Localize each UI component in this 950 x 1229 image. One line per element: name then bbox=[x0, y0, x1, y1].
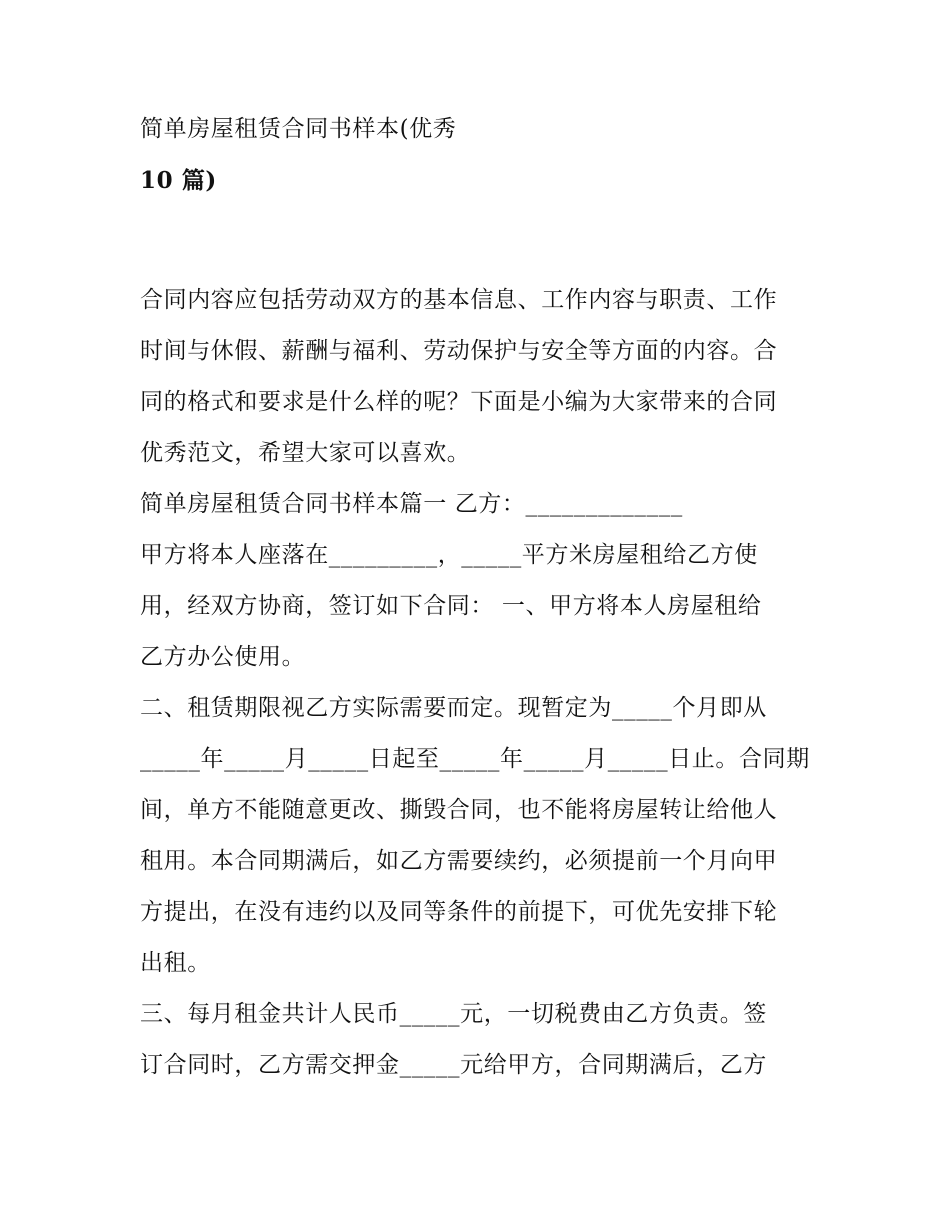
body-line: 二、租赁期限视乙方实际需要而定。现暂定为_____个月即从 bbox=[140, 695, 767, 721]
title-line-1: 简单房屋租赁合同书样本(优秀 bbox=[140, 116, 457, 142]
body-line: 方提出，在没有违约以及同等条件的前提下，可优先安排下轮 bbox=[140, 899, 778, 925]
body-line: 用，经双方协商，签订如下合同： 一、甲方将本人房屋租给 bbox=[140, 593, 762, 619]
title-line-2: 10 篇) bbox=[140, 167, 217, 194]
body-line: 乙方办公使用。 bbox=[140, 644, 306, 670]
body-line: 间，单方不能随意更改、撕毁合同，也不能将房屋转让给他人 bbox=[140, 797, 778, 823]
body-line: 租用。本合同期满后，如乙方需要续约，必须提前一个月向甲 bbox=[140, 848, 778, 874]
document-title bbox=[140, 112, 830, 214]
body-line: 时间与休假、薪酬与福利、劳动保护与安全等方面的内容。合 bbox=[140, 338, 778, 364]
document-body bbox=[140, 283, 820, 1099]
body-line: 合同内容应包括劳动双方的基本信息、工作内容与职责、工作 bbox=[140, 287, 778, 313]
body-line: 简单房屋租赁合同书样本篇一 乙方：_____________ bbox=[140, 491, 683, 517]
body-line: 甲方将本人座落在_________，_____平方米房屋租给乙方使 bbox=[140, 542, 758, 568]
body-line: 订合同时，乙方需交押金_____元给甲方，合同期满后，乙方 bbox=[140, 1052, 767, 1078]
body-line: 同的格式和要求是什么样的呢？下面是小编为大家带来的合同 bbox=[140, 389, 778, 415]
body-line: 三、每月租金共计人民币_____元，一切税费由乙方负责。签 bbox=[140, 1001, 767, 1027]
body-line: 优秀范文，希望大家可以喜欢。 bbox=[140, 440, 471, 466]
body-line: 出租。 bbox=[140, 950, 211, 976]
body-line: _____年_____月_____日起至_____年_____月_____日止。合同期 bbox=[140, 746, 810, 772]
